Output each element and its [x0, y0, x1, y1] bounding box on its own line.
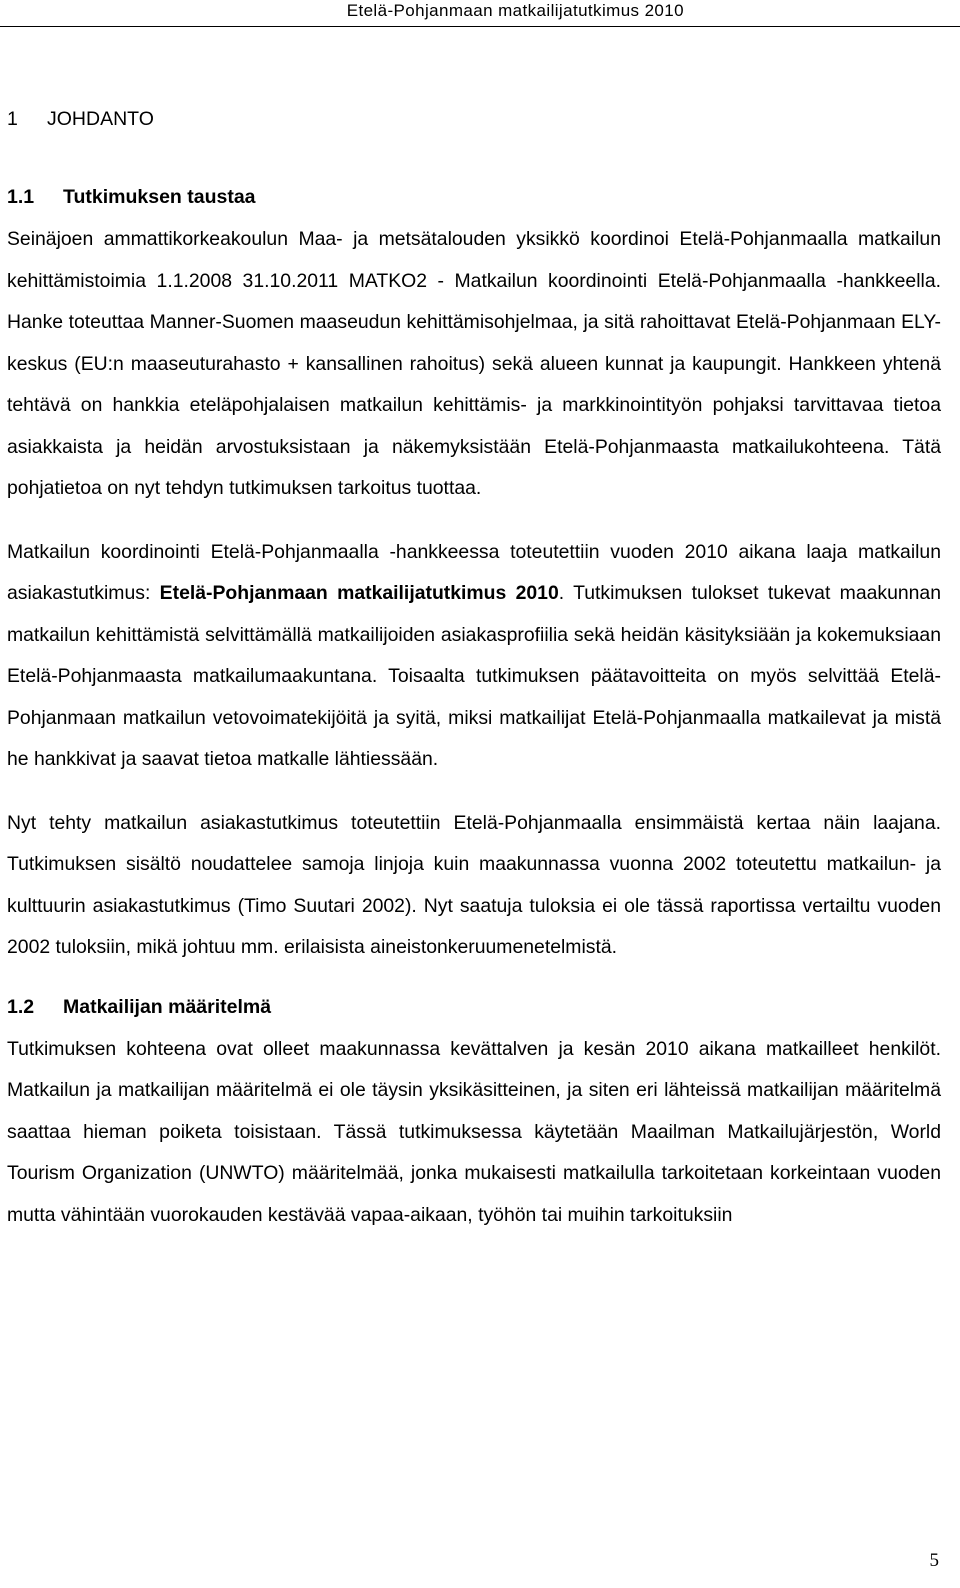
paragraph-definition-1: Tutkimuksen kohteena ovat olleet maakunnassa kevättalven ja kesän 2010 aikana matkailleet henkilöt. Matkailun ja matkailijan määritelmä ei ole täysin yksikäsitteinen, ja siten eri lähteissä matkailijan määritelmä saattaa hieman poiketa toisistaan. Tässä tutkimuksessa käytetään Maailman Matkailujärjestön, World Tourism Organization (UNWTO) määritelmää, jonka mukaisesti matkailulla tarkoitetaan korkeintaan vuoden mutta vähintään vuorokauden kestävää vapaa-aikaan, työhön tai muihin tarkoituksiin	[7, 1037, 941, 1226]
subsection-number: 1.1	[7, 186, 35, 208]
subsection-title: Tutkimuksen taustaa	[63, 186, 256, 208]
section-title: JOHDANTO	[47, 108, 154, 130]
paragraph-text-start: Matkailun koordinointi Etelä-Pohjanmaalla -hankkeessa toteutettiin vuoden 2010 aikana laaja matkailun asiakastutkimus:	[7, 540, 941, 604]
subsection-heading-1-1	[7, 177, 941, 217]
document-body	[7, 99, 941, 1236]
section-number: 1	[7, 108, 18, 130]
paragraph-background-1: Seinäjoen ammattikorkeakoulun Maa- ja metsätalouden yksikkö koordinoi Etelä-Pohjanmaalla matkailun kehittämistoimia 1.1.2008 31.10.2011 MATKO2 - Matkailun koordinointi Etelä-Pohjanmaalla -hankkeella. Hanke toteuttaa Manner-Suomen maaseudun kehittämisohjelmaa, ja sitä rahoittavat Etelä-Pohjanmaan ELY-keskus (EU:n maaseuturahasto + kansallinen rahoitus) sekä alueen kunnat ja kaupungit. Hankkeen yhtenä tehtävä on hankkia eteläpohjalaisen matkailun kehittämis- ja markkinointityön pohjaksi tarvittavaa tietoa asiakkaista ja heidän arvostuksistaan ja näkemyksistään Etelä-Pohjanmaasta matkailukohteena. Tätä pohjatietoa on nyt tehdyn tutkimuksen tarkoitus tuottaa.	[7, 228, 941, 499]
paragraph-gap	[7, 510, 941, 532]
paragraph-gap	[7, 781, 941, 803]
paragraph-text-end: . Tutkimuksen tulokset tukevat maakunnan matkailun kehittämistä selvittämällä matkailijoiden asiakasprofiilia sekä heidän käsityksiään ja kokemuksiaan Etelä-Pohjanmaasta matkailumaakuntana. Toisaalta tutkimuksen päätavoitteita on myös selvittää Etelä-Pohjanmaan matkailun vetovoimatekijöitä ja syitä, miksi matkailijat Etelä-Pohjanmaalla matkailevat ja mistä he hankkivat ja saavat tietoa matkalle lähtiessään.	[7, 582, 942, 770]
header-rule	[0, 26, 960, 27]
running-header-title: Etelä-Pohjanmaan matkailijatutkimus 2010	[346, 1, 684, 20]
page-number: 5	[929, 1550, 939, 1571]
paragraph-background-2	[7, 532, 941, 781]
paragraph-background-3: Nyt tehty matkailun asiakastutkimus toteutettiin Etelä-Pohjanmaalla ensimmäistä kertaa näin laajana. Tutkimuksen sisältö noudattelee samoja linjoja kuin maakunnassa vuonna 2002 toteutettu matkailun- ja kulttuurin asiakastutkimus (Timo Suutari 2002). Nyt saatuja tuloksia ei ole tässä raportissa vertailtu vuoden 2002 tuloksiin, mikä johtuu mm. erilaisista aineistonkeruumenetelmistä.	[7, 811, 941, 958]
survey-name-bold: Etelä-Pohjanmaan matkailijatutkimus 2010	[159, 582, 559, 604]
subsection-heading-1-2	[7, 987, 941, 1027]
subsection-title: Matkailijan määritelmä	[63, 995, 272, 1018]
paragraph-gap	[7, 969, 941, 987]
subsection-number: 1.2	[7, 995, 35, 1018]
section-heading-1	[7, 99, 941, 139]
